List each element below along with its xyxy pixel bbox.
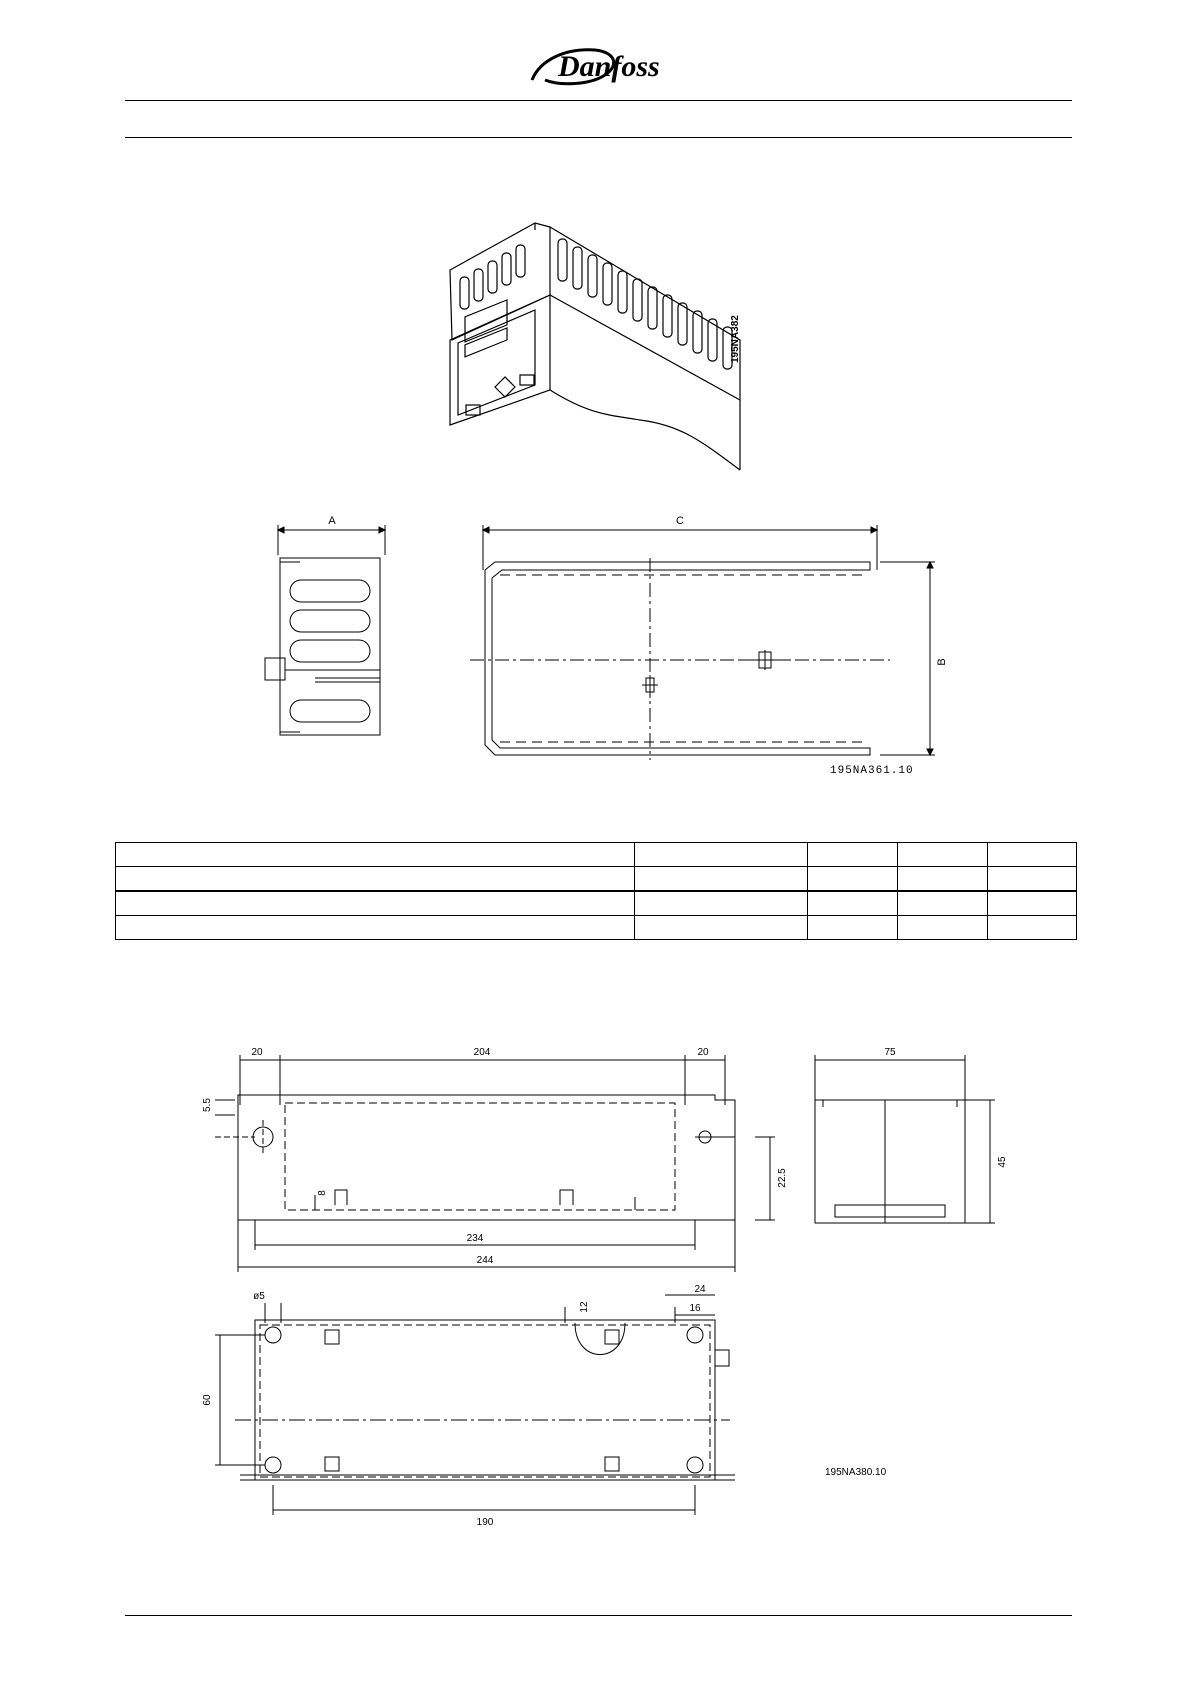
table-row bbox=[116, 916, 1077, 940]
dim-16: 16 bbox=[689, 1303, 701, 1314]
table-cell bbox=[635, 867, 808, 892]
table-cell bbox=[635, 916, 808, 940]
iso-drawing-code: 195NA382 bbox=[730, 315, 741, 363]
table-row bbox=[116, 867, 1077, 892]
table-cell bbox=[898, 916, 988, 940]
dim-20-left: 20 bbox=[251, 1047, 263, 1058]
table-cell bbox=[116, 867, 635, 892]
dim-label-b: B bbox=[936, 658, 948, 666]
table-cell bbox=[116, 843, 635, 867]
table-cell bbox=[808, 867, 898, 892]
footer-rule bbox=[125, 1615, 1072, 1616]
table-cell bbox=[808, 916, 898, 940]
dim-24: 24 bbox=[694, 1284, 706, 1295]
table-cell bbox=[898, 891, 988, 916]
header-rule-bottom bbox=[125, 137, 1072, 138]
table-row bbox=[116, 843, 1077, 867]
dim-20-right: 20 bbox=[697, 1047, 709, 1058]
dim-12: 12 bbox=[579, 1301, 590, 1313]
bracket-drawing-code: 195NA380.10 bbox=[825, 1467, 887, 1478]
dim-244: 244 bbox=[476, 1255, 494, 1266]
dim-60: 60 bbox=[202, 1394, 213, 1406]
dimension-drawing-code: 195NA361.10 bbox=[830, 765, 914, 777]
table-cell bbox=[898, 867, 988, 892]
isometric-drawing bbox=[440, 215, 760, 475]
danfoss-logo-mark bbox=[520, 40, 670, 95]
header-rule-top bbox=[125, 100, 1072, 101]
spec-table bbox=[115, 842, 1077, 940]
dim-204: 204 bbox=[473, 1047, 491, 1058]
dim-45: 45 bbox=[997, 1156, 1008, 1168]
table-cell bbox=[988, 843, 1077, 867]
table-cell bbox=[635, 891, 808, 916]
dim-5-5: 5.5 bbox=[202, 1098, 213, 1112]
table-row bbox=[116, 891, 1077, 916]
table-cell bbox=[808, 843, 898, 867]
table-cell bbox=[988, 916, 1077, 940]
bracket-drawing bbox=[195, 1045, 1035, 1528]
table-cell bbox=[808, 891, 898, 916]
danfoss-logo bbox=[520, 40, 670, 95]
dim-hole-diameter: ø5 bbox=[253, 1291, 265, 1302]
logo-text: Danfoss bbox=[558, 50, 660, 83]
dimension-drawing bbox=[270, 510, 950, 780]
dim-label-c: C bbox=[676, 515, 684, 527]
table-cell bbox=[635, 843, 808, 867]
dim-75: 75 bbox=[884, 1047, 896, 1058]
dim-190: 190 bbox=[476, 1517, 494, 1528]
dim-8: 8 bbox=[317, 1190, 328, 1196]
table-cell bbox=[116, 891, 635, 916]
table-cell bbox=[988, 867, 1077, 892]
dim-22-5: 22.5 bbox=[777, 1168, 788, 1188]
table-cell bbox=[116, 916, 635, 940]
table-cell bbox=[988, 891, 1077, 916]
dim-234: 234 bbox=[466, 1233, 484, 1244]
dim-label-a: A bbox=[328, 515, 336, 527]
table-cell bbox=[898, 843, 988, 867]
